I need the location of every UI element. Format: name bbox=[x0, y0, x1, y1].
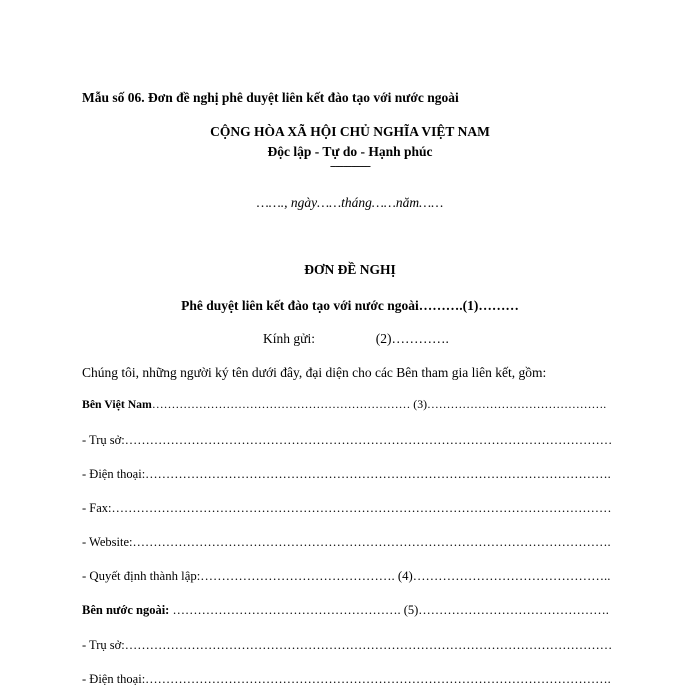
document-title: ĐƠN ĐỀ NGHỊ bbox=[304, 262, 396, 277]
country-name: CỘNG HÒA XÃ HỘI CHỦ NGHĨA VIỆT NAM bbox=[210, 124, 490, 139]
vn-fax-field: - Fax:………………………………………………………………………………………………………… bbox=[82, 501, 612, 515]
recipient-value: (2)…………. bbox=[375, 331, 449, 346]
vn-phone-field: - Điện thoại:…………………………………………………………………………………………………. bbox=[82, 467, 611, 481]
header-divider: --------------- bbox=[330, 160, 370, 172]
form-title: Mẫu số 06. Đơn đề nghị phê duyệt liên kết đào tạo với nước ngoài bbox=[82, 90, 459, 105]
foreign-party-label: Bên nước ngoài: bbox=[82, 603, 170, 617]
vn-website-field: - Website:……………………………………………………………………………………………………. bbox=[82, 535, 611, 549]
recipient-line bbox=[263, 331, 449, 347]
national-motto: Độc lập - Tự do - Hạnh phúc bbox=[267, 144, 433, 159]
foreign-party-fill: ………………………………………………. (5)………………………………………. bbox=[169, 603, 609, 617]
document-subject: Phê duyệt liên kết đào tạo với nước ngoài……….(1)……… bbox=[181, 298, 519, 313]
vn-address-field: - Trụ sở:……………………………………………………………………………………………………… bbox=[82, 433, 613, 447]
vn-party-label: Bên Việt Nam bbox=[82, 398, 152, 411]
foreign-address-field: - Trụ sở:……………………………………………………………………………………………………… bbox=[82, 638, 613, 652]
vn-decision-field: - Quyết định thành lập:………………………………………. (4)……………………………………….. bbox=[82, 569, 611, 583]
recipient-label: Kính gửi: bbox=[263, 331, 315, 346]
intro-text: Chúng tôi, những người ký tên dưới đây, đại diện cho các Bên tham gia liên kết, gồm: bbox=[82, 365, 547, 380]
vn-party-heading bbox=[82, 398, 606, 411]
foreign-party-heading bbox=[82, 603, 609, 618]
date-line: ……., ngày……tháng……năm…… bbox=[256, 195, 444, 210]
vn-party-fill: ………………………………………………………… (3)………………………………………. bbox=[151, 398, 607, 411]
foreign-phone-field: - Điện thoại:…………………………………………………………………………………………………. bbox=[82, 672, 611, 686]
